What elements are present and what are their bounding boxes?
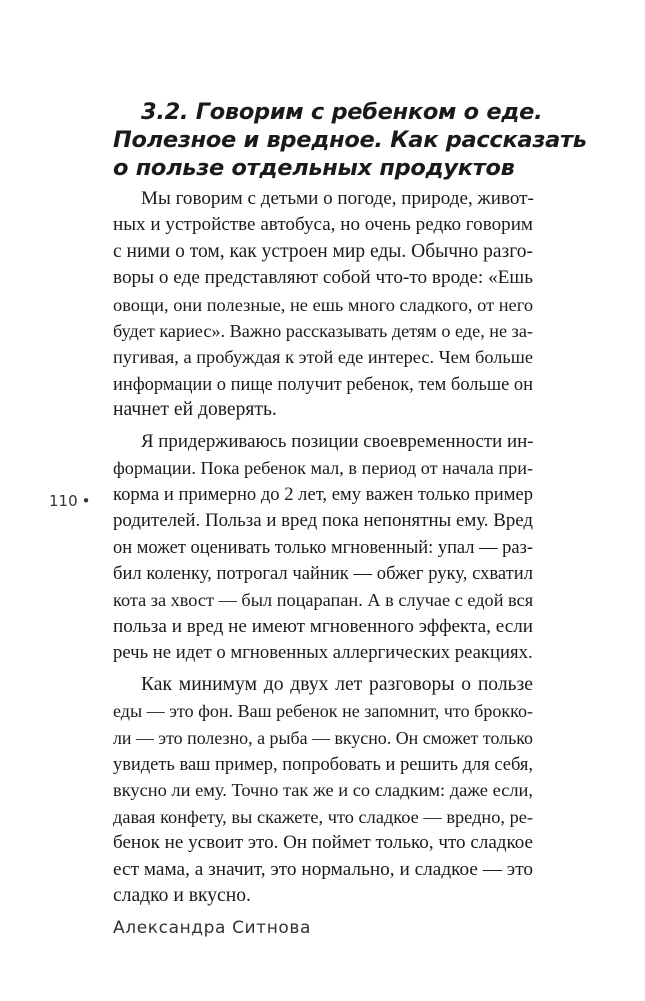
page-number-bullet: • <box>81 492 91 510</box>
text-line: увидеть ваш пример, попробовать и решить для себя, <box>113 753 533 774</box>
text-line: родителей. Польза и вред пока непонятны ему. Вред <box>113 510 533 532</box>
text-line: бенок не усвоит это. Он поймет только, что сладкое <box>113 832 533 854</box>
page-number-value: 110 <box>49 492 78 510</box>
section-heading-line: о пользе отдельных продуктов <box>113 155 515 181</box>
paragraph-2 <box>113 429 533 667</box>
text-line: речь не идет о мгновенных аллергических реакциях. <box>113 642 533 664</box>
text-line: с ними о том, как устроен мир еды. Обычно разго- <box>113 240 533 262</box>
text-line: кота за хвост — был поцарапан. А в случае с едой вся <box>113 590 534 611</box>
text-line: овощи, они полезные, не ешь много сладкого, от него <box>113 294 534 315</box>
section-heading <box>113 98 633 182</box>
paragraph-1 <box>113 186 533 424</box>
text-line: информации о пище получит ребенок, тем больше он <box>113 373 533 394</box>
text-line: Я придерживаюсь позиции своевременности ин- <box>141 430 534 452</box>
text-line: корма и примерно до 2 лет, ему важен только пример <box>113 483 533 505</box>
text-line: бил коленку, потрогал чайник — обжег руку, схватил <box>113 562 533 584</box>
text-line: будет кариес». Важно рассказывать детям о еде, не за- <box>113 321 533 342</box>
body-text <box>113 186 533 915</box>
text-line: вкусно ли ему. Точно так же и со сладким: даже если, <box>113 780 533 801</box>
text-line: начнет ей доверять. <box>113 399 277 421</box>
text-line: ли — это полезно, а рыба — вкусно. Он сможет только <box>113 727 533 748</box>
running-footer-author: Александра Ситнова <box>113 918 312 938</box>
text-line: сладко и вкусно. <box>113 884 251 906</box>
section-heading-line: 3.2. Говорим с ребенком о еде. <box>141 99 543 125</box>
text-line: воры о еде представляют собой что-то вроде: «Ешь <box>113 267 533 289</box>
text-line: Как минимум до двух лет разговоры о пользе <box>141 673 533 695</box>
text-line: еды — это фон. Ваш ребенок не запомнит, что брокко- <box>113 701 533 722</box>
page-number <box>49 492 91 510</box>
text-line: польза и вред не имеют мгновенного эффекта, если <box>113 615 533 637</box>
text-line: ест мама, а значит, это нормально, и сладкое — это <box>113 858 533 880</box>
text-line: давая конфету, вы скажете, что сладкое — вредно, ре- <box>113 806 533 827</box>
text-line: формации. Пока ребенок мал, в период от начала при- <box>113 458 533 479</box>
paragraph-3 <box>113 672 533 910</box>
text-line: он может оценивать только мгновенный: упал — раз- <box>113 537 533 558</box>
text-line: ных и устройстве автобуса, но очень редко говорим <box>113 214 533 236</box>
section-heading-line: Полезное и вредное. Как рассказать <box>113 127 587 153</box>
text-line: Мы говорим с детьми о погоде, природе, живот- <box>141 188 534 209</box>
text-line: пугивая, а пробуждая к этой еде интерес. Чем больше <box>113 347 533 368</box>
